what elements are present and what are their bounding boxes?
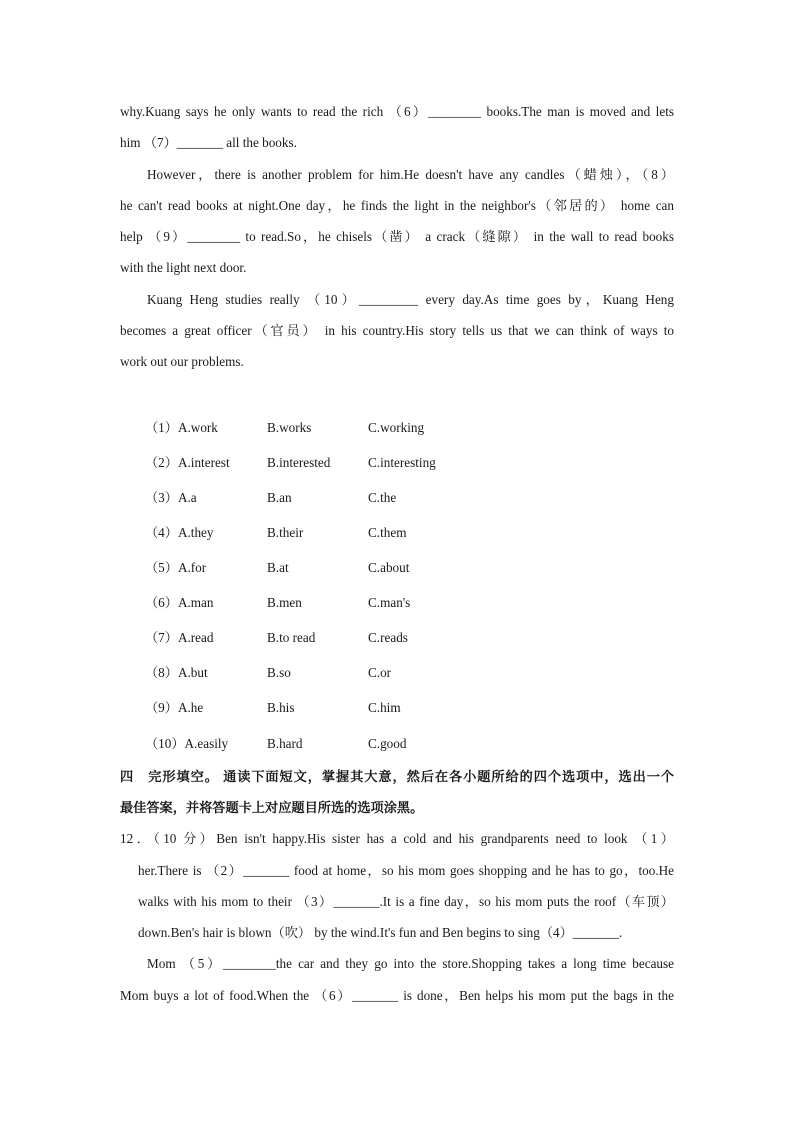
passage-line: why.Kuang says he only wants to read the rich （6）________ books.The man is moved and lets <box>120 104 674 119</box>
question-line: 12．（10 分）Ben isn't happy.His sister has a cold and his grandparents need to look （1） <box>120 831 674 847</box>
option-a: （6）A.man <box>145 595 214 611</box>
option-b: B.their <box>267 524 304 540</box>
section-heading-line: 四 完形填空。 通读下面短文，掌握其大意，然后在各小题所给的四个选项中，选出一个 <box>120 768 674 784</box>
option-a: （9）A.he <box>145 700 204 716</box>
option-row <box>120 445 674 480</box>
section-heading <box>120 761 674 824</box>
passage-line: Kuang Heng studies really （10）_________ every day.As time goes by，Kuang Heng <box>147 291 674 307</box>
passage-line: work out our problems. <box>120 354 244 370</box>
document-page <box>120 96 674 1011</box>
option-row <box>120 620 674 655</box>
option-c: C.them <box>368 524 407 540</box>
passage-line: he can't read books at night.One day，he finds the light in the neighbor's（邻居的） home can <box>120 197 674 213</box>
option-row <box>120 655 674 690</box>
option-c: C.or <box>368 665 392 681</box>
option-a: （8）A.but <box>145 665 208 681</box>
option-c: C.good <box>368 735 407 751</box>
option-a: （3）A.a <box>145 489 197 505</box>
option-a: （4）A.they <box>145 524 214 540</box>
options-list <box>120 410 674 761</box>
option-c: C.interesting <box>368 454 436 470</box>
section-heading-line: 最佳答案，并将答题卡上对应题目所选的选项涂黑。 <box>120 799 424 815</box>
question-line: walks with his mom to their （3）_______.It is a fine day，so his mom puts the roof（车顶） <box>138 893 674 909</box>
option-row <box>120 550 674 585</box>
option-c: C.him <box>368 700 401 716</box>
option-b: B.hard <box>267 735 303 751</box>
passage <box>120 96 674 378</box>
option-b: B.an <box>267 489 292 505</box>
option-c: C.the <box>368 489 397 505</box>
question-12 <box>120 823 674 1011</box>
option-c: C.man's <box>368 595 411 611</box>
option-a: （1）A.work <box>145 419 218 435</box>
question-line: her.There is （2）_______ food at home，so his mom goes shopping and he has to go，too.He <box>138 862 674 878</box>
option-a: （5）A.for <box>145 560 207 576</box>
passage-line: However，there is another problem for him.He doesn't have any candles（蜡烛），（8） <box>147 166 674 182</box>
question-line: down.Ben's hair is blown（吹） by the wind.It's fun and Ben begins to sing（4）_______. <box>138 925 623 941</box>
passage-line: him （7）_______ all the books. <box>120 135 297 151</box>
question-line: Mom （5）________the car and they go into the store.Shopping takes a long time because <box>147 956 674 972</box>
option-b: B.men <box>267 595 302 611</box>
option-a: （10）A.easily <box>145 735 229 751</box>
option-b: B.interested <box>267 454 331 470</box>
option-row <box>120 585 674 620</box>
option-c: C.reads <box>368 630 408 646</box>
option-b: B.works <box>267 419 312 435</box>
passage-line: help （9）________ to read.So，he chisels（凿） a crack（缝隙） in the wall to read books <box>120 229 674 245</box>
option-row <box>120 410 674 445</box>
option-c: C.about <box>368 560 410 576</box>
option-row <box>120 480 674 515</box>
passage-line: becomes a great officer（官员） in his country.His story tells us that we can think of ways to <box>120 323 674 339</box>
option-b: B.so <box>267 665 291 681</box>
option-row <box>120 690 674 725</box>
option-row <box>120 726 674 761</box>
passage-line: with the light next door. <box>120 260 247 276</box>
option-b: B.to read <box>267 630 316 646</box>
option-b: B.at <box>267 560 289 576</box>
option-a: （7）A.read <box>145 630 214 646</box>
option-a: （2）A.interest <box>145 454 230 470</box>
question-line: Mom buys a lot of food.When the （6）_______ is done，Ben helps his mom put the bags in the <box>120 987 674 1003</box>
option-c: C.working <box>368 419 425 435</box>
option-b: B.his <box>267 700 295 716</box>
option-row <box>120 515 674 550</box>
